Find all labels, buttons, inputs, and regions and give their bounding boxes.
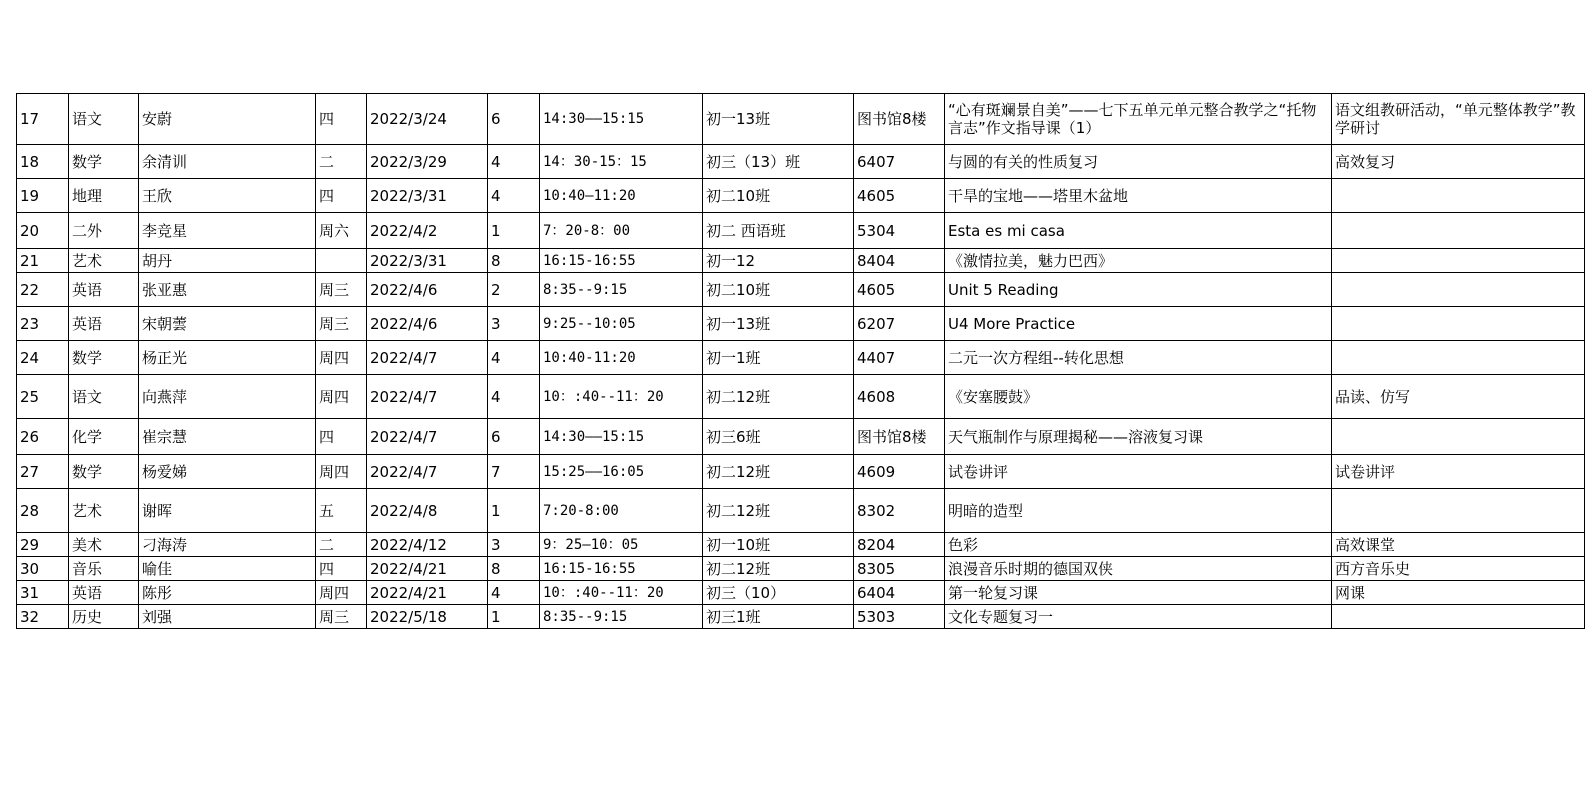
cell-time: 10：:40--11：20 (540, 581, 703, 605)
cell-subject: 历史 (69, 605, 139, 629)
cell-class: 初二12班 (703, 489, 854, 533)
cell-class: 初一13班 (703, 94, 854, 145)
cell-time: 16:15-16:55 (540, 249, 703, 273)
cell-teacher: 王欣 (139, 179, 316, 213)
cell-period: 4 (488, 341, 540, 375)
cell-subject: 英语 (69, 581, 139, 605)
cell-room: 5304 (854, 213, 945, 249)
cell-date: 2022/3/31 (367, 179, 488, 213)
cell-teacher: 向燕萍 (139, 375, 316, 419)
cell-room: 4609 (854, 455, 945, 489)
cell-date: 2022/4/21 (367, 581, 488, 605)
cell-period: 1 (488, 213, 540, 249)
cell-no: 24 (17, 341, 69, 375)
cell-room: 图书馆8楼 (854, 419, 945, 455)
cell-room: 5303 (854, 605, 945, 629)
schedule-table (16, 93, 1585, 629)
cell-no: 22 (17, 273, 69, 307)
table-row (17, 341, 1585, 375)
cell-weekday: 二 (316, 533, 367, 557)
cell-weekday: 周四 (316, 581, 367, 605)
cell-date: 2022/3/24 (367, 94, 488, 145)
cell-subject: 语文 (69, 94, 139, 145)
cell-date: 2022/4/7 (367, 341, 488, 375)
cell-room: 6407 (854, 145, 945, 179)
cell-teacher: 胡丹 (139, 249, 316, 273)
cell-teacher: 陈彤 (139, 581, 316, 605)
cell-time: 9:25--10:05 (540, 307, 703, 341)
cell-teacher: 喻佳 (139, 557, 316, 581)
cell-topic: 干旱的宝地——塔里木盆地 (945, 179, 1332, 213)
cell-subject: 艺术 (69, 489, 139, 533)
cell-subject: 数学 (69, 455, 139, 489)
cell-period: 4 (488, 179, 540, 213)
table-row (17, 489, 1585, 533)
cell-topic: 天气瓶制作与原理揭秘——溶液复习课 (945, 419, 1332, 455)
cell-date: 2022/4/21 (367, 557, 488, 581)
cell-room: 8305 (854, 557, 945, 581)
cell-topic: 文化专题复习一 (945, 605, 1332, 629)
table-row (17, 307, 1585, 341)
cell-no: 19 (17, 179, 69, 213)
cell-teacher: 李竞星 (139, 213, 316, 249)
cell-period: 4 (488, 375, 540, 419)
table-row (17, 605, 1585, 629)
cell-topic: 与圆的有关的性质复习 (945, 145, 1332, 179)
cell-no: 28 (17, 489, 69, 533)
cell-class: 初二 西语班 (703, 213, 854, 249)
cell-weekday (316, 249, 367, 273)
cell-teacher: 杨正光 (139, 341, 316, 375)
cell-note: 语文组教研活动，“单元整体教学”教学研讨 (1332, 94, 1585, 145)
cell-time: 10：:40--11：20 (540, 375, 703, 419)
cell-note: 西方音乐史 (1332, 557, 1585, 581)
cell-time: 14:30——15:15 (540, 94, 703, 145)
cell-room: 6404 (854, 581, 945, 605)
cell-subject: 英语 (69, 273, 139, 307)
cell-subject: 数学 (69, 341, 139, 375)
cell-note (1332, 213, 1585, 249)
cell-weekday: 五 (316, 489, 367, 533)
cell-room: 8204 (854, 533, 945, 557)
cell-subject: 地理 (69, 179, 139, 213)
cell-period: 8 (488, 249, 540, 273)
schedule-body (17, 94, 1585, 629)
cell-weekday: 周四 (316, 341, 367, 375)
cell-note (1332, 249, 1585, 273)
cell-teacher: 张亚惠 (139, 273, 316, 307)
cell-room: 6207 (854, 307, 945, 341)
table-row (17, 581, 1585, 605)
cell-date: 2022/3/31 (367, 249, 488, 273)
cell-time: 8:35--9:15 (540, 273, 703, 307)
cell-weekday: 四 (316, 179, 367, 213)
cell-note: 品读、仿写 (1332, 375, 1585, 419)
cell-class: 初一13班 (703, 307, 854, 341)
cell-note (1332, 489, 1585, 533)
cell-period: 3 (488, 533, 540, 557)
cell-note (1332, 341, 1585, 375)
cell-no: 21 (17, 249, 69, 273)
cell-period: 6 (488, 94, 540, 145)
cell-date: 2022/4/7 (367, 455, 488, 489)
cell-weekday: 二 (316, 145, 367, 179)
cell-no: 26 (17, 419, 69, 455)
cell-note (1332, 307, 1585, 341)
cell-teacher: 刘强 (139, 605, 316, 629)
cell-teacher: 余清训 (139, 145, 316, 179)
cell-time: 16:15-16:55 (540, 557, 703, 581)
cell-room: 4608 (854, 375, 945, 419)
table-row (17, 273, 1585, 307)
cell-teacher: 刁海涛 (139, 533, 316, 557)
cell-class: 初二10班 (703, 179, 854, 213)
cell-subject: 艺术 (69, 249, 139, 273)
cell-topic: 明暗的造型 (945, 489, 1332, 533)
cell-no: 29 (17, 533, 69, 557)
cell-teacher: 谢晖 (139, 489, 316, 533)
cell-topic: 浪漫音乐时期的德国双侠 (945, 557, 1332, 581)
cell-topic: 试卷讲评 (945, 455, 1332, 489)
cell-no: 31 (17, 581, 69, 605)
cell-time: 9：25—10：05 (540, 533, 703, 557)
cell-no: 27 (17, 455, 69, 489)
cell-period: 7 (488, 455, 540, 489)
cell-time: 7:20-8:00 (540, 489, 703, 533)
cell-time: 14:30——15:15 (540, 419, 703, 455)
cell-weekday: 周四 (316, 375, 367, 419)
cell-room: 4407 (854, 341, 945, 375)
cell-weekday: 四 (316, 557, 367, 581)
cell-class: 初一12 (703, 249, 854, 273)
cell-date: 2022/5/18 (367, 605, 488, 629)
cell-class: 初一10班 (703, 533, 854, 557)
cell-weekday: 周三 (316, 307, 367, 341)
cell-time: 7：20-8：00 (540, 213, 703, 249)
cell-topic: 《安塞腰鼓》 (945, 375, 1332, 419)
cell-subject: 化学 (69, 419, 139, 455)
cell-topic: 《激情拉美，魅力巴西》 (945, 249, 1332, 273)
cell-topic: U4 More Practice (945, 307, 1332, 341)
cell-subject: 美术 (69, 533, 139, 557)
cell-room: 4605 (854, 273, 945, 307)
cell-class: 初三（13）班 (703, 145, 854, 179)
table-row (17, 455, 1585, 489)
cell-date: 2022/4/6 (367, 307, 488, 341)
cell-topic: 第一轮复习课 (945, 581, 1332, 605)
cell-room: 图书馆8楼 (854, 94, 945, 145)
cell-weekday: 四 (316, 94, 367, 145)
cell-no: 20 (17, 213, 69, 249)
cell-date: 2022/4/12 (367, 533, 488, 557)
table-row (17, 557, 1585, 581)
table-row (17, 179, 1585, 213)
cell-class: 初二10班 (703, 273, 854, 307)
cell-teacher: 崔宗慧 (139, 419, 316, 455)
cell-room: 4605 (854, 179, 945, 213)
cell-no: 32 (17, 605, 69, 629)
cell-subject: 语文 (69, 375, 139, 419)
table-row (17, 375, 1585, 419)
cell-no: 25 (17, 375, 69, 419)
cell-no: 30 (17, 557, 69, 581)
cell-weekday: 周三 (316, 605, 367, 629)
cell-date: 2022/4/6 (367, 273, 488, 307)
cell-no: 18 (17, 145, 69, 179)
cell-note (1332, 273, 1585, 307)
cell-class: 初一1班 (703, 341, 854, 375)
cell-period: 4 (488, 145, 540, 179)
cell-period: 6 (488, 419, 540, 455)
cell-note (1332, 419, 1585, 455)
cell-note: 高效复习 (1332, 145, 1585, 179)
cell-teacher: 杨爱娣 (139, 455, 316, 489)
cell-class: 初二12班 (703, 375, 854, 419)
cell-subject: 音乐 (69, 557, 139, 581)
cell-teacher: 宋朝蕓 (139, 307, 316, 341)
cell-time: 8:35--9:15 (540, 605, 703, 629)
cell-period: 8 (488, 557, 540, 581)
cell-period: 1 (488, 605, 540, 629)
cell-topic: Esta es mi casa (945, 213, 1332, 249)
cell-note: 试卷讲评 (1332, 455, 1585, 489)
cell-note: 高效课堂 (1332, 533, 1585, 557)
cell-period: 1 (488, 489, 540, 533)
cell-period: 3 (488, 307, 540, 341)
cell-date: 2022/4/7 (367, 419, 488, 455)
cell-topic: Unit 5 Reading (945, 273, 1332, 307)
cell-class: 初三（10） (703, 581, 854, 605)
cell-period: 2 (488, 273, 540, 307)
cell-date: 2022/4/8 (367, 489, 488, 533)
cell-topic: 色彩 (945, 533, 1332, 557)
cell-date: 2022/4/2 (367, 213, 488, 249)
table-row (17, 94, 1585, 145)
cell-no: 17 (17, 94, 69, 145)
table-row (17, 213, 1585, 249)
cell-teacher: 安蔚 (139, 94, 316, 145)
cell-subject: 二外 (69, 213, 139, 249)
table-row (17, 249, 1585, 273)
table-row (17, 533, 1585, 557)
cell-time: 14：30-15：15 (540, 145, 703, 179)
cell-class: 初二12班 (703, 557, 854, 581)
cell-room: 8404 (854, 249, 945, 273)
cell-room: 8302 (854, 489, 945, 533)
table-row (17, 419, 1585, 455)
cell-weekday: 周三 (316, 273, 367, 307)
cell-date: 2022/4/7 (367, 375, 488, 419)
table-row (17, 145, 1585, 179)
cell-note (1332, 179, 1585, 213)
cell-weekday: 周六 (316, 213, 367, 249)
cell-subject: 数学 (69, 145, 139, 179)
cell-topic: “心有斑斓景自美”——七下五单元单元整合教学之“托物言志”作文指导课（1） (945, 94, 1332, 145)
cell-no: 23 (17, 307, 69, 341)
cell-period: 4 (488, 581, 540, 605)
cell-class: 初二12班 (703, 455, 854, 489)
cell-time: 15:25——16:05 (540, 455, 703, 489)
cell-weekday: 四 (316, 419, 367, 455)
cell-topic: 二元一次方程组--转化思想 (945, 341, 1332, 375)
cell-weekday: 周四 (316, 455, 367, 489)
cell-subject: 英语 (69, 307, 139, 341)
cell-date: 2022/3/29 (367, 145, 488, 179)
cell-class: 初三6班 (703, 419, 854, 455)
cell-note (1332, 605, 1585, 629)
cell-time: 10:40-11:20 (540, 341, 703, 375)
cell-class: 初三1班 (703, 605, 854, 629)
cell-time: 10:40—11:20 (540, 179, 703, 213)
cell-note: 网课 (1332, 581, 1585, 605)
